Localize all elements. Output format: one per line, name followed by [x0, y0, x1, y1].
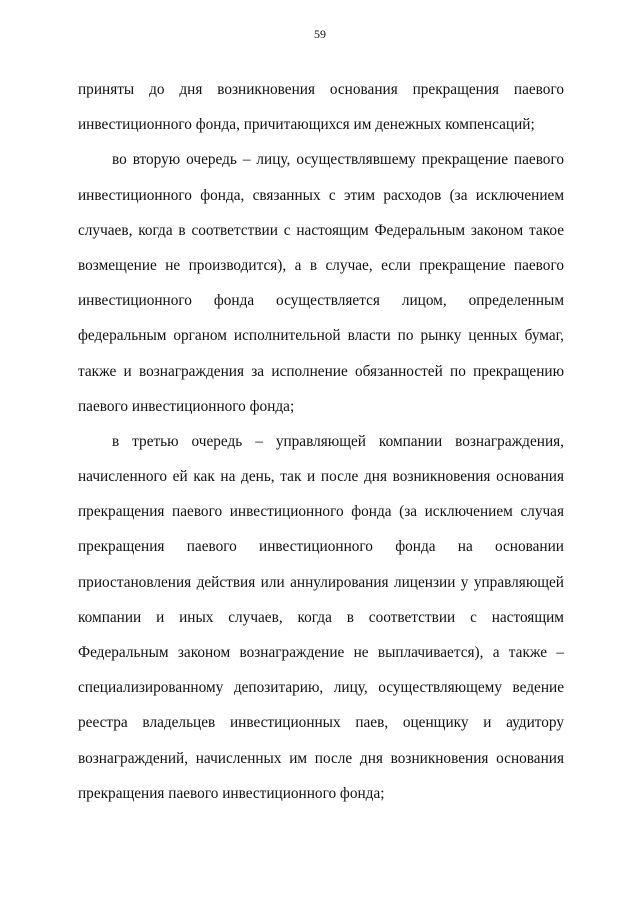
text-line: приняты до дня возникновения основания прекращения паевого: [78, 81, 564, 98]
text-line: федеральным органом исполнительной власти по рынку ценных бумаг,: [78, 327, 564, 345]
text-line: паевого инвестиционного фонда;: [78, 397, 295, 415]
text-line: во вторую очередь – лицу, осуществлявшему прекращение паевого: [112, 151, 564, 169]
text-line: прекращения паевого инвестиционного фонда на основании: [78, 538, 564, 556]
text-line: вознаграждений, начисленных им после дня возникновения основания: [78, 749, 564, 767]
text-line: инвестиционного фонда, причитающихся им денежных компенсаций;: [78, 116, 535, 134]
text-line: возмещение не производится), а в случае, если прекращение паевого: [78, 256, 564, 274]
text-line: прекращения паевого инвестиционного фонда (за исключением случая: [78, 503, 564, 521]
text-line: также и вознаграждения за исполнение обязанностей по прекращению: [78, 362, 564, 380]
text-line: случаев, когда в соответствии с настоящим Федеральным законом такое: [78, 221, 564, 239]
text-line: Федеральным законом вознаграждение не выплачивается), а также –: [78, 644, 564, 661]
text-line: специализированному депозитарию, лицу, осуществляющему ведение: [78, 679, 564, 697]
text-line: в третью очередь – управляющей компании вознаграждения,: [112, 432, 564, 450]
body-text: [78, 72, 564, 811]
text-line: инвестиционного фонда, связанных с этим расходов (за исключением: [78, 186, 564, 204]
text-line: прекращения паевого инвестиционного фонда;: [78, 784, 385, 802]
page-number: 59: [314, 27, 326, 41]
text-line: начисленного ей как на день, так и после дня возникновения основания: [78, 468, 564, 486]
text-line: инвестиционного фонда осуществляется лицом, определенным: [78, 292, 564, 310]
text-line: реестра владельцев инвестиционных паев, оценщику и аудитору: [78, 714, 564, 732]
text-line: компании и иных случаев, когда в соответствии с настоящим: [78, 608, 564, 626]
text-line: приостановления действия или аннулирования лицензии у управляющей: [78, 573, 564, 591]
